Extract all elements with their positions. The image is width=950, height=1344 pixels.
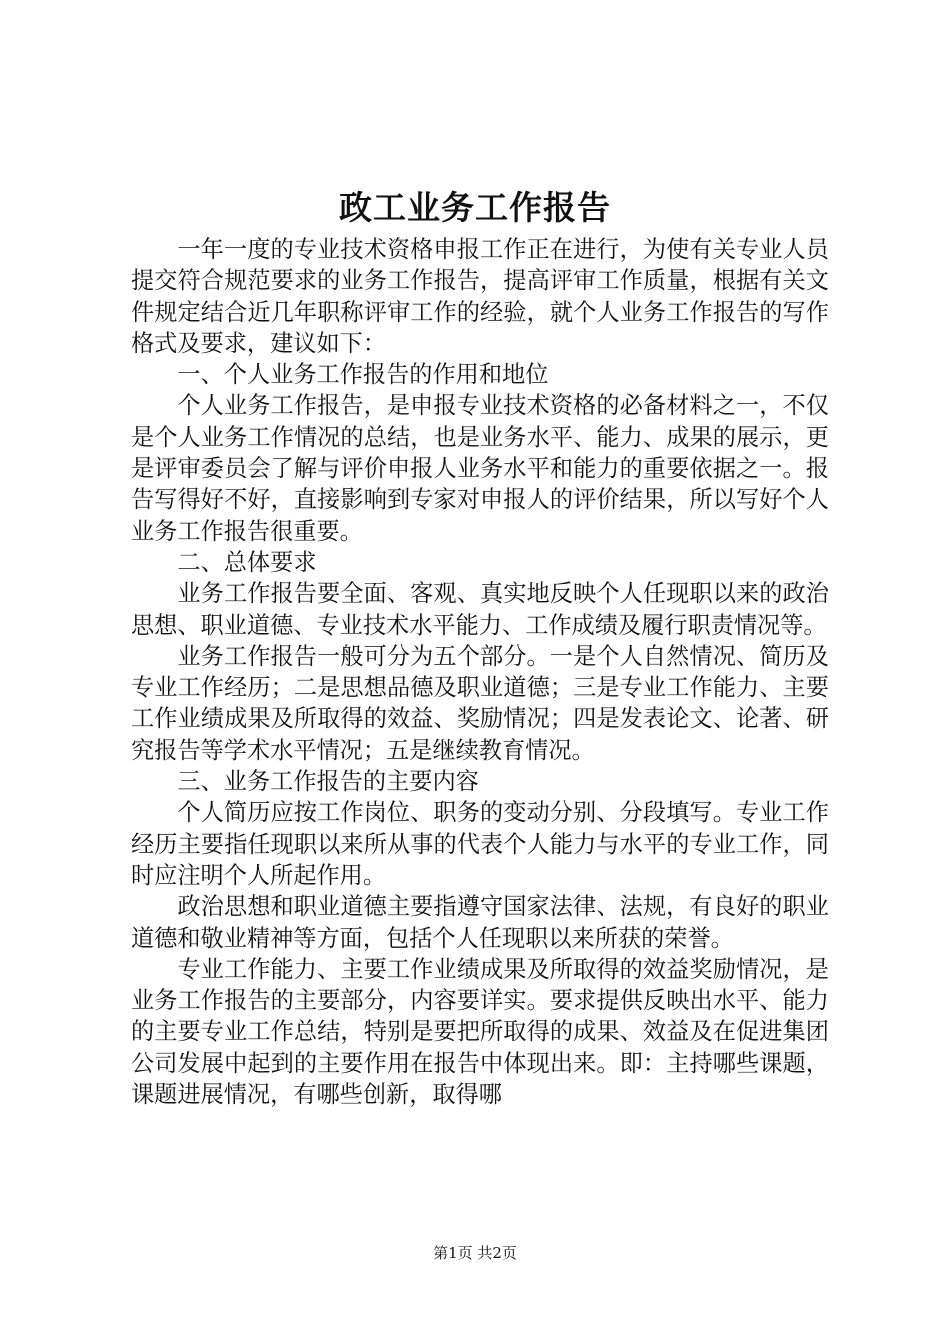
document-title: 政工业务工作报告 [339, 188, 611, 227]
intro-paragraph: 一年一度的专业技术资格申报工作正在进行，为使有关专业人员提交符合规范要求的业务工作报告，提高评审工作质量，根据有关文件规定结合近几年职称评审工作的经验，就个人业务工作报告的写作格式及要求，建议如下： [131, 236, 829, 357]
section-heading-1: 一、个人业务工作报告的作用和地位 [177, 361, 549, 389]
section-3-paragraph-1: 个人简历应按工作岗位、职务的变动分别、分段填写。专业工作经历主要指任现职以来所从事的代表个人能力与水平的专业工作，同时应注明个人所起作用。 [131, 799, 829, 889]
section-heading-2: 二、总体要求 [177, 548, 317, 576]
section-1-paragraph: 个人业务工作报告，是申报专业技术资格的必备材料之一，不仅是个人业务工作情况的总结，也是业务水平、能力、成果的展示，更是评审委员会了解与评价申报人业务水平和能力的重要依据之一。报告写得好不好，直接影响到专家对申报人的评价结果，所以写好个人业务工作报告很重要。 [131, 392, 829, 545]
section-3-paragraph-2: 政治思想和职业道德主要指遵守国家法律、法规，有良好的职业道德和敬业精神等方面，包括个人任现职以来所获的荣誉。 [131, 893, 829, 952]
section-3-paragraph-3: 专业工作能力、主要工作业绩成果及所取得的效益奖励情况，是业务工作报告的主要部分，内容要详实。要求提供反映出水平、能力的主要专业工作总结，特别是要把所取得的成果、效益及在促进集团公司发展中起到的主要作用在报告中体现出来。即：主持哪些课题，课题进展情况，有哪些创新，取得哪 [131, 955, 829, 1109]
section-heading-3: 三、业务工作报告的主要内容 [177, 768, 479, 796]
section-2-paragraph-1: 业务工作报告要全面、客观、真实地反映个人任现职以来的政治思想、职业道德、专业技术水平能力、工作成绩及履行职责情况等。 [131, 580, 829, 639]
page-footer: 第1页 共2页 [433, 1244, 517, 1262]
document-body [131, 234, 829, 1110]
section-2-paragraph-2: 业务工作报告一般可分为五个部分。一是个人自然情况、简历及专业工作经历；二是思想品德及职业道德；三是专业工作能力、主要工作业绩成果及所取得的效益、奖励情况；四是发表论文、论著、研究报告等学术水平情况；五是继续教育情况。 [131, 642, 829, 764]
